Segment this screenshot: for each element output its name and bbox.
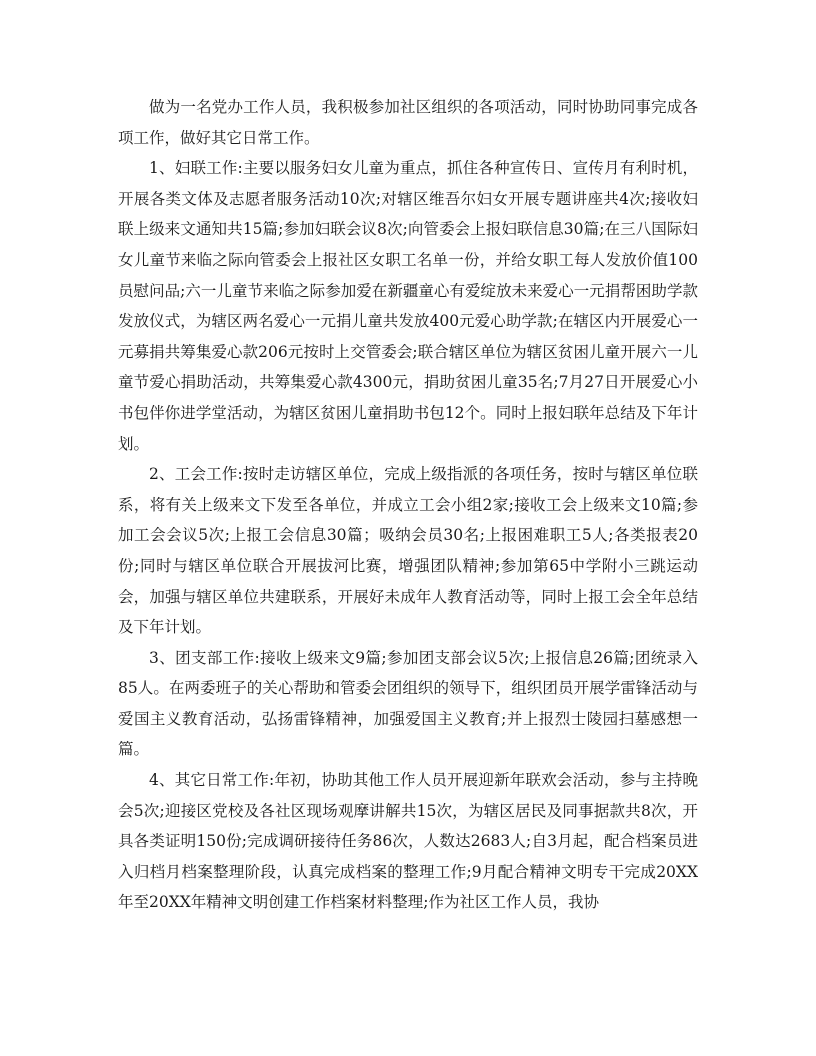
- trade-union-paragraph: 2、工会工作:按时走访辖区单位，完成上级指派的各项任务，按时与辖区单位联系，将有关上级来文下发至各单位，并成立工会小组2家;接收工会上级来文10篇;参加工会会议5次;上报工会信息30篇；吸纳会员30名;上报困难职工5人;各类报表20份;同时与辖区单位联合开展拔河比赛，增强团队精神;参加第65中学附小三跳运动会，加强与辖区单位共建联系，开展好未成年人教育活动等，同时上报工会全年总结及下年计划。: [118, 465, 698, 637]
- youth-league-paragraph: 3、团支部工作:接收上级来文9篇;参加团支部会议5次;上报信息26篇;团统录入85人。在两委班子的关心帮助和管委会团组织的领导下，组织团员开展学雷锋活动与爱国主义教育活动，弘扬雷锋精神，加强爱国主义教育;并上报烈士陵园扫墓感想一篇。: [118, 648, 698, 759]
- document-body: [118, 92, 698, 918]
- womens-federation-paragraph: 1、妇联工作:主要以服务妇女儿童为重点，抓住各种宣传日、宣传月有利时机，开展各类文体及志愿者服务活动10次;对辖区维吾尔妇女开展专题讲座共4次;接收妇联上级来文通知共15篇;参加妇联会议8次;向管委会上报妇联信息30篇;在三八国际妇女儿童节来临之际向管委会上报社区女职工名单一份，并给女职工每人发放价值100员慰问品;六一儿童节来临之际参加爱在新疆童心有爱绽放未来爱心一元捐帮困助学款发放仪式，为辖区两名爱心一元捐儿童共发放400元爱心助学款;在辖区内开展爱心一元募捐共筹集爱心款206元按时上交管委会;联合辖区单位为辖区贫困儿童开展六一儿童节爱心捐助活动，共筹集爱心款4300元，捐助贫困儿童35名;7月27日开展爱心小书包伴你进学堂活动，为辖区贫困儿童捐助书包12个。同时上报妇联年总结及下年计划。: [118, 159, 698, 453]
- other-work-paragraph: 4、其它日常工作:年初，协助其他工作人员开展迎新年联欢会活动，参与主持晚会5次;迎接区党校及各社区现场观摩讲解共15次，为辖区居民及同事据款共8次，开具各类证明150份;完成调研接待任务86次，人数达2683人;自3月起，配合档案员进入归档月档案整理阶段，认真完成档案的整理工作;9月配合精神文明专干完成20XX年至20XX年精神文明创建工作档案材料整理;作为社区工作人员，我协: [118, 771, 698, 912]
- intro-paragraph: 做为一名党办工作人员，我积极参加社区组织的各项活动，同时协助同事完成各项工作，做好其它日常工作。: [118, 98, 698, 147]
